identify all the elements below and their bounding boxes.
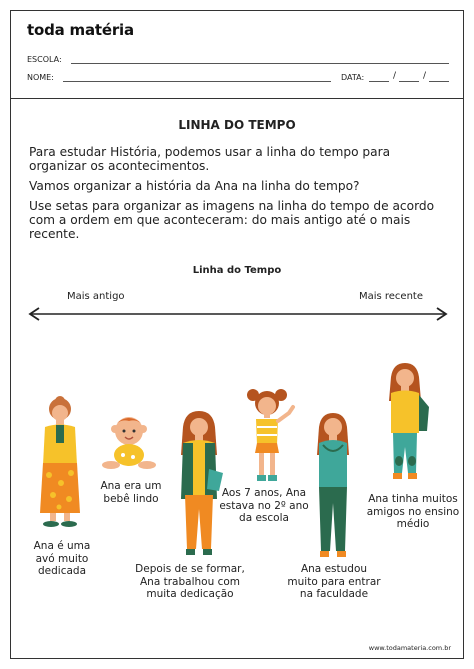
footer-url[interactable]: www.todamateria.com.br <box>368 644 451 652</box>
caption-baby: Ana era um bebê lindo <box>100 480 162 505</box>
intro-paragraph: Para estudar História, podemos usar a linha do tempo para organizar os acontecimentos. <box>29 145 391 174</box>
worksheet-header <box>11 11 463 99</box>
date-separator: / <box>423 71 427 81</box>
child-ana-illustration[interactable] <box>237 383 299 487</box>
grandma-ana-illustration[interactable] <box>35 395 85 531</box>
caption-student: Ana estudou muito para entrar na faculdade <box>287 563 381 600</box>
caption-child: Aos 7 anos, Ana estava no 2º ano da escola <box>219 487 309 524</box>
worksheet-title: LINHA DO TEMPO <box>178 118 296 132</box>
caption-teen: Ana tinha muitos amigos no ensino médio <box>366 493 460 530</box>
timeline-double-arrow <box>27 307 449 321</box>
teen-ana-illustration[interactable] <box>379 361 433 491</box>
caption-worker: Depois de se formar, Ana trabalhou com muita dedicação <box>135 563 245 600</box>
date-label: DATA: <box>341 73 365 82</box>
name-input-line[interactable] <box>63 81 331 82</box>
timeline-title: Linha do Tempo <box>192 265 282 276</box>
school-input-line[interactable] <box>71 63 449 64</box>
student-ana-illustration[interactable] <box>307 411 359 563</box>
brand-logo: toda matéria <box>27 21 134 39</box>
name-label: NOME: <box>27 73 54 82</box>
date-month-line[interactable] <box>399 81 419 82</box>
baby-ana-illustration[interactable] <box>99 411 159 473</box>
timeline-left-label: Mais antigo <box>67 291 125 302</box>
instruction-paragraph: Use setas para organizar as imagens na linha do tempo de acordo com a ordem em que aconteceram: do mais antigo até o mais recente. <box>29 199 435 242</box>
caption-grandma: Ana é uma avó muito dedicada <box>33 540 91 577</box>
worksheet-page <box>10 10 464 659</box>
school-label: ESCOLA: <box>27 55 62 64</box>
question-paragraph: Vamos organizar a história da Ana na linha do tempo? <box>29 179 360 193</box>
date-separator: / <box>393 71 397 81</box>
date-year-line[interactable] <box>429 81 449 82</box>
date-day-line[interactable] <box>369 81 389 82</box>
timeline-right-label: Mais recente <box>358 291 423 302</box>
